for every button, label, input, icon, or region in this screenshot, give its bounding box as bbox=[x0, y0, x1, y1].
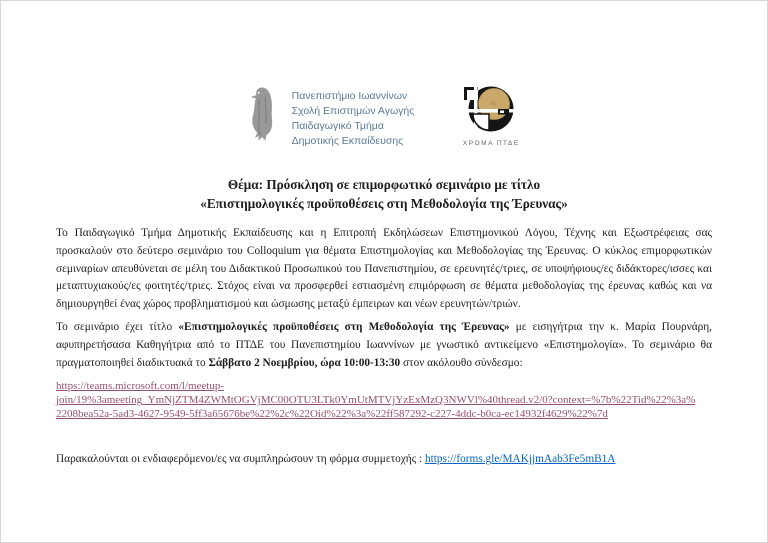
intro-paragraph: Το Παιδαγωγικό Τμήμα Δημοτικής Εκπαίδευσης και η Επιτροπή Εκδηλώσεων Επιστημονικού Λόγου, Τέχνης και Εξωστρέφειας σας προσκαλούν στο δεύτερο σεμινάριο του Colloquium για θέματα Επιστημολογίας και Μεθοδολογίας της Έρευνας. Ο κύκλος επιμορφωτικών σεμιναρίων απευθύνεται σε μέλη του Διδακτικού Προσωπικού του Πανεπιστημίου, σε ερευνητές/τριες, σε υποψήφιους/ες διδάκτορες/ισσες και μεταπτυχιακούς/ες φοιτητές/τριες. Στόχος είναι να προσφερθεί εστιασμένη επιμόρφωση σε θέματα μεθοδολογίας της έρευνας καθώς και να δημιουργηθεί ένας χώρος προβληματισμού και ώσμωσης μεταξύ έμπειρων και νέων ερευνητών/τριών. bbox=[56, 227, 712, 311]
university-name-block bbox=[292, 85, 415, 149]
seminar-name-bold: «Επιστημολογικές προϋποθέσεις στη Μεθοδολογία της Έρευνας» bbox=[178, 320, 510, 333]
university-logo-block bbox=[246, 85, 415, 149]
teams-meeting-link[interactable] bbox=[56, 380, 712, 421]
teams-meeting-link-line2[interactable]: join/19%3ameeting_YmNjZTM4ZWMtOGVjMC00OTU3LTk0YmUtMTVjYzExMzQ3NWVl%40thread.v2/0?context=%7b%22Tid%22%3a% bbox=[56, 393, 696, 406]
registration-form-link[interactable]: https://forms.gle/MAKjjmAab3Fe5mB1A bbox=[424, 453, 616, 466]
details-paragraph bbox=[56, 319, 712, 372]
document-header bbox=[56, 1, 712, 149]
seminar-datetime-bold: Σάββατο 2 Νοεμβρίου, ώρα 10:00-13:30 bbox=[208, 356, 401, 369]
seminar-title-line1: Θέμα: Πρόσκληση σε επιμορφωτικό σεμινάριο με τίτλο bbox=[227, 177, 541, 192]
closing-text: Παρακαλούνται οι ενδιαφερόμενοι/ες να συμπληρώσουν τη φόρμα συμμετοχής : bbox=[56, 453, 425, 466]
details-intro: Το σεμινάριο έχει τίτλο bbox=[56, 320, 179, 333]
details-outro: στον ακόλουθο σύνδεσμο: bbox=[400, 356, 523, 369]
dept-logo-block bbox=[460, 85, 522, 147]
seminar-title bbox=[56, 175, 712, 213]
department-name-line2: Δημοτικής Εκπαίδευσης bbox=[291, 135, 404, 147]
dept-logo-caption: ΧΡΟΜΑ ΠΤΔΕ bbox=[462, 140, 520, 147]
department-name-line: Παιδαγωγικό Τμήμα bbox=[291, 120, 384, 132]
university-name-line: Πανεπιστήμιο Ιωαννίνων bbox=[291, 90, 408, 102]
school-name-line: Σχολή Επιστημών Αγωγής bbox=[291, 105, 415, 117]
teams-meeting-link-line1[interactable]: https://teams.microsoft.com/l/meetup- bbox=[56, 380, 225, 393]
document-content bbox=[1, 1, 767, 469]
seminar-title-line2: «Επιστημολογικές προϋποθέσεις στη Μεθοδολογία της Έρευνας» bbox=[200, 196, 568, 211]
chroma-ptde-emblem-icon bbox=[460, 120, 522, 137]
teams-meeting-link-line3[interactable]: 2208bea52a-5ad3-4627-9549-5ff3a65676be%22%2c%22Oid%22%3a%22ff587292-c227-4ddc-b0ca-ec14932f4629%22%7d bbox=[56, 407, 608, 420]
details-middle: με εισηγήτρια την κ. Μαρία Πουρνάρη, αφυπηρετήσασα Καθηγήτρια από το ΠΤΔΕ του Πανεπιστημίου Ιωαννίνων με γνωστικό αντικείμενο «Επιστημολογία». Το σεμινάριο θα πραγματοποιηθεί διαδικτυακά το bbox=[56, 320, 712, 369]
closing-paragraph bbox=[56, 451, 712, 469]
eagle-emblem-icon bbox=[246, 85, 280, 148]
